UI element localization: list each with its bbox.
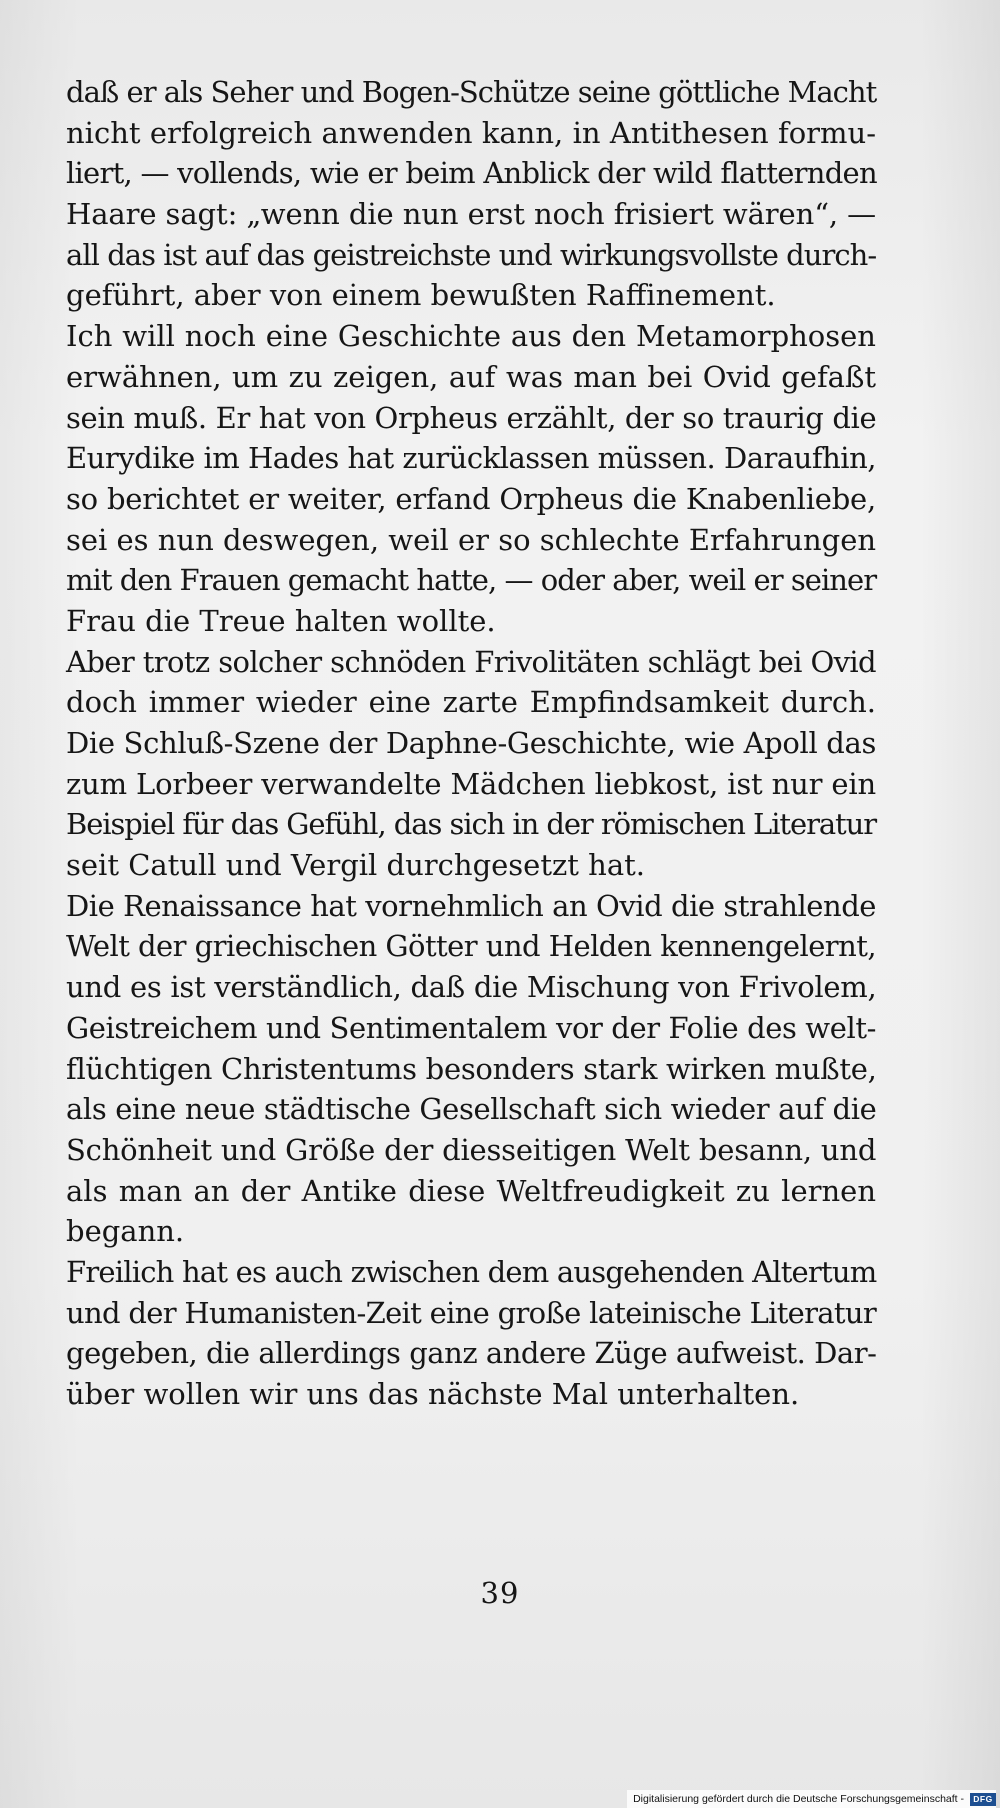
- text-line: so berichtet er weiter, erfand Orpheus die Knabenliebe,: [66, 481, 876, 516]
- digitization-credit: [627, 1790, 996, 1808]
- text-line: geführt, aber von einem bewußten Raffinement.: [66, 278, 776, 313]
- text-line: als man an der Antike diese Weltfreudigkeit zu lernen: [66, 1173, 876, 1208]
- text-line: flüchtigen Christentums besonders stark wirken mußte,: [66, 1051, 877, 1086]
- text-line: doch immer wieder eine zarte Empfindsamkeit durch.: [66, 685, 876, 720]
- text-line: Schönheit und Größe der diesseitigen Welt besann, und: [66, 1132, 877, 1167]
- text-line: Welt der griechischen Götter und Helden kennengelernt,: [66, 929, 876, 964]
- text-line: Haare sagt: „wenn die nun erst noch frisiert wären“, —: [66, 197, 877, 232]
- page-number: 39: [480, 1576, 520, 1610]
- text-line: Ich will noch eine Geschichte aus den Metamorphosen: [66, 319, 876, 354]
- text-line: über wollen wir uns das nächste Mal unterhalten.: [66, 1377, 800, 1411]
- text-line: sei es nun deswegen, weil er so schlechte Erfahrungen: [66, 522, 876, 557]
- text-line: Die Schluß-Szene der Daphne-Geschichte, wie Apoll das: [66, 726, 876, 760]
- text-line: daß er als Seher und Bogen-Schütze seine göttliche Macht: [66, 75, 877, 109]
- text-line: Die Renaissance hat vornehmlich an Ovid die strahlende: [66, 888, 876, 923]
- text-line: Beispiel für das Gefühl, das sich in der römischen Literatur: [66, 807, 876, 842]
- text-line: seit Catull und Vergil durchgesetzt hat.: [66, 848, 645, 883]
- text-line: Freilich hat es auch zwischen dem ausgehenden Altertum: [66, 1254, 877, 1289]
- text-line: all das ist auf das geistreichste und wirkungsvollste durch-: [66, 237, 877, 272]
- text-line: als eine neue städtische Gesellschaft sich wieder auf die: [66, 1092, 877, 1127]
- text-line: Aber trotz solcher schnöden Frivolitäten schlägt bei Ovid: [66, 644, 876, 679]
- text-line: gegeben, die allerdings ganz andere Züge aufweist. Dar-: [66, 1336, 877, 1371]
- text-line: mit den Frauen gemacht hatte, — oder aber, weil er seiner: [66, 563, 877, 598]
- body-text: [66, 72, 876, 1415]
- text-line: und es ist verständlich, daß die Mischung von Frivolem,: [66, 970, 877, 1005]
- text-line: Geistreichem und Sentimentalem vor der Folie des welt-: [66, 1010, 876, 1045]
- text-line: Frau die Treue halten wollte.: [66, 603, 496, 638]
- credit-text: Digitalisierung gefördert durch die Deutsche Forschungsgemeinschaft -: [633, 1793, 964, 1805]
- text-line: begann.: [66, 1214, 185, 1249]
- dfg-logo-icon: DFG: [970, 1793, 996, 1806]
- text-line: zum Lorbeer verwandelte Mädchen liebkost, ist nur ein: [66, 766, 876, 801]
- text-line: Eurydike im Hades hat zurücklassen müssen. Daraufhin,: [66, 441, 876, 476]
- text-line: erwähnen, um zu zeigen, auf was man bei Ovid gefaßt: [66, 359, 876, 394]
- text-line: und der Humanisten-Zeit eine große lateinische Literatur: [66, 1295, 876, 1330]
- text-line: nicht erfolgreich anwenden kann, in Antithesen formu-: [66, 115, 876, 150]
- text-line: sein muß. Er hat von Orpheus erzählt, der so traurig die: [66, 400, 877, 435]
- text-line: liert, — vollends, wie er beim Anblick der wild flatternden: [66, 156, 877, 191]
